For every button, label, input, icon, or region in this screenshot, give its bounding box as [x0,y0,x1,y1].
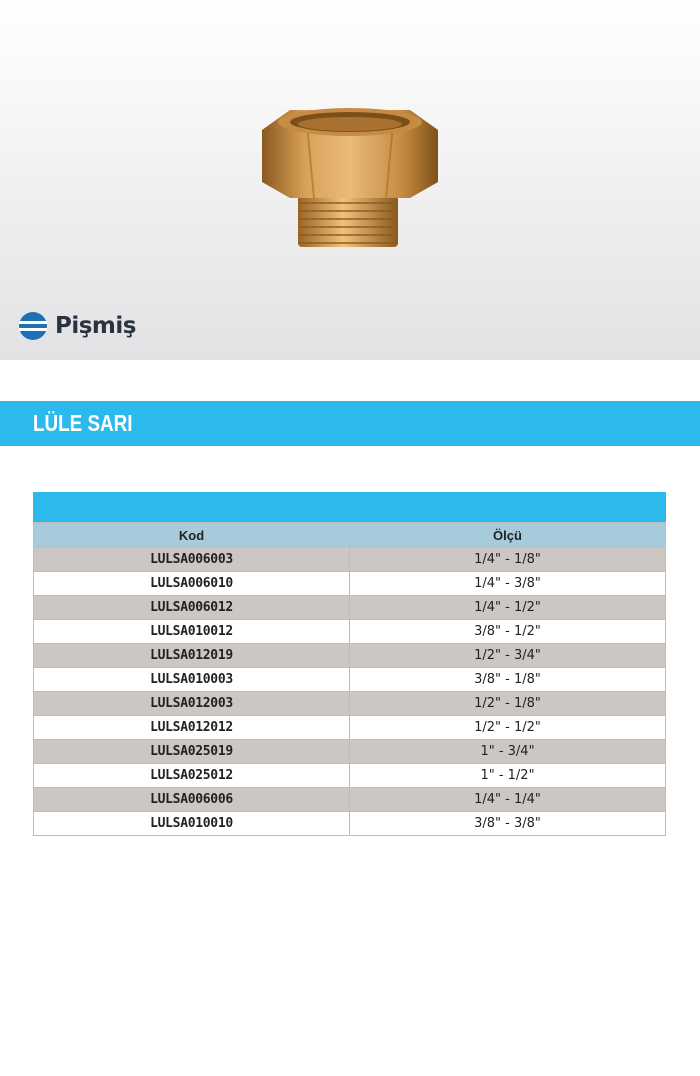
table-row [34,740,666,764]
table-row [34,644,666,668]
table-row [34,572,666,596]
cell-kod: LULSA006003 [34,548,350,572]
table-top-bar [33,492,666,522]
table-row [34,692,666,716]
brand-logo [18,310,136,342]
cell-olcu: 1/2" - 1/8" [350,692,666,716]
table-row [34,716,666,740]
header-kod: Kod [34,523,350,548]
cell-olcu: 3/8" - 3/8" [350,812,666,836]
cell-kod: LULSA012003 [34,692,350,716]
product-table [33,492,666,836]
table-row [34,788,666,812]
cell-kod: LULSA006012 [34,596,350,620]
cell-kod: LULSA025019 [34,740,350,764]
cell-olcu: 3/8" - 1/8" [350,668,666,692]
cell-olcu: 1/2" - 1/2" [350,716,666,740]
table-row [34,668,666,692]
table-row [34,812,666,836]
table-row [34,620,666,644]
brand-name: Pişmiş [55,313,136,339]
cell-olcu: 1/4" - 1/8" [350,548,666,572]
cell-kod: LULSA006010 [34,572,350,596]
cell-kod: LULSA010012 [34,620,350,644]
cell-kod: LULSA010010 [34,812,350,836]
header-olcu: Ölçü [350,523,666,548]
table-row [34,764,666,788]
cell-kod: LULSA012019 [34,644,350,668]
spec-table [33,522,666,836]
cell-olcu: 1" - 3/4" [350,740,666,764]
table-row [34,596,666,620]
cell-kod: LULSA025012 [34,764,350,788]
cell-olcu: 1/2" - 3/4" [350,644,666,668]
brass-fitting-image [250,100,450,260]
cell-kod: LULSA010003 [34,668,350,692]
cell-olcu: 1" - 1/2" [350,764,666,788]
cell-kod: LULSA012012 [34,716,350,740]
table-row [34,548,666,572]
cell-kod: LULSA006006 [34,788,350,812]
section-title-bar [0,401,700,446]
cell-olcu: 1/4" - 1/2" [350,596,666,620]
pismis-logo-icon [18,311,48,341]
cell-olcu: 1/4" - 3/8" [350,572,666,596]
table-header-row [34,523,666,548]
cell-olcu: 1/4" - 1/4" [350,788,666,812]
page-title: LÜLE SARI [33,410,133,436]
cell-olcu: 3/8" - 1/2" [350,620,666,644]
product-hero [0,0,700,360]
